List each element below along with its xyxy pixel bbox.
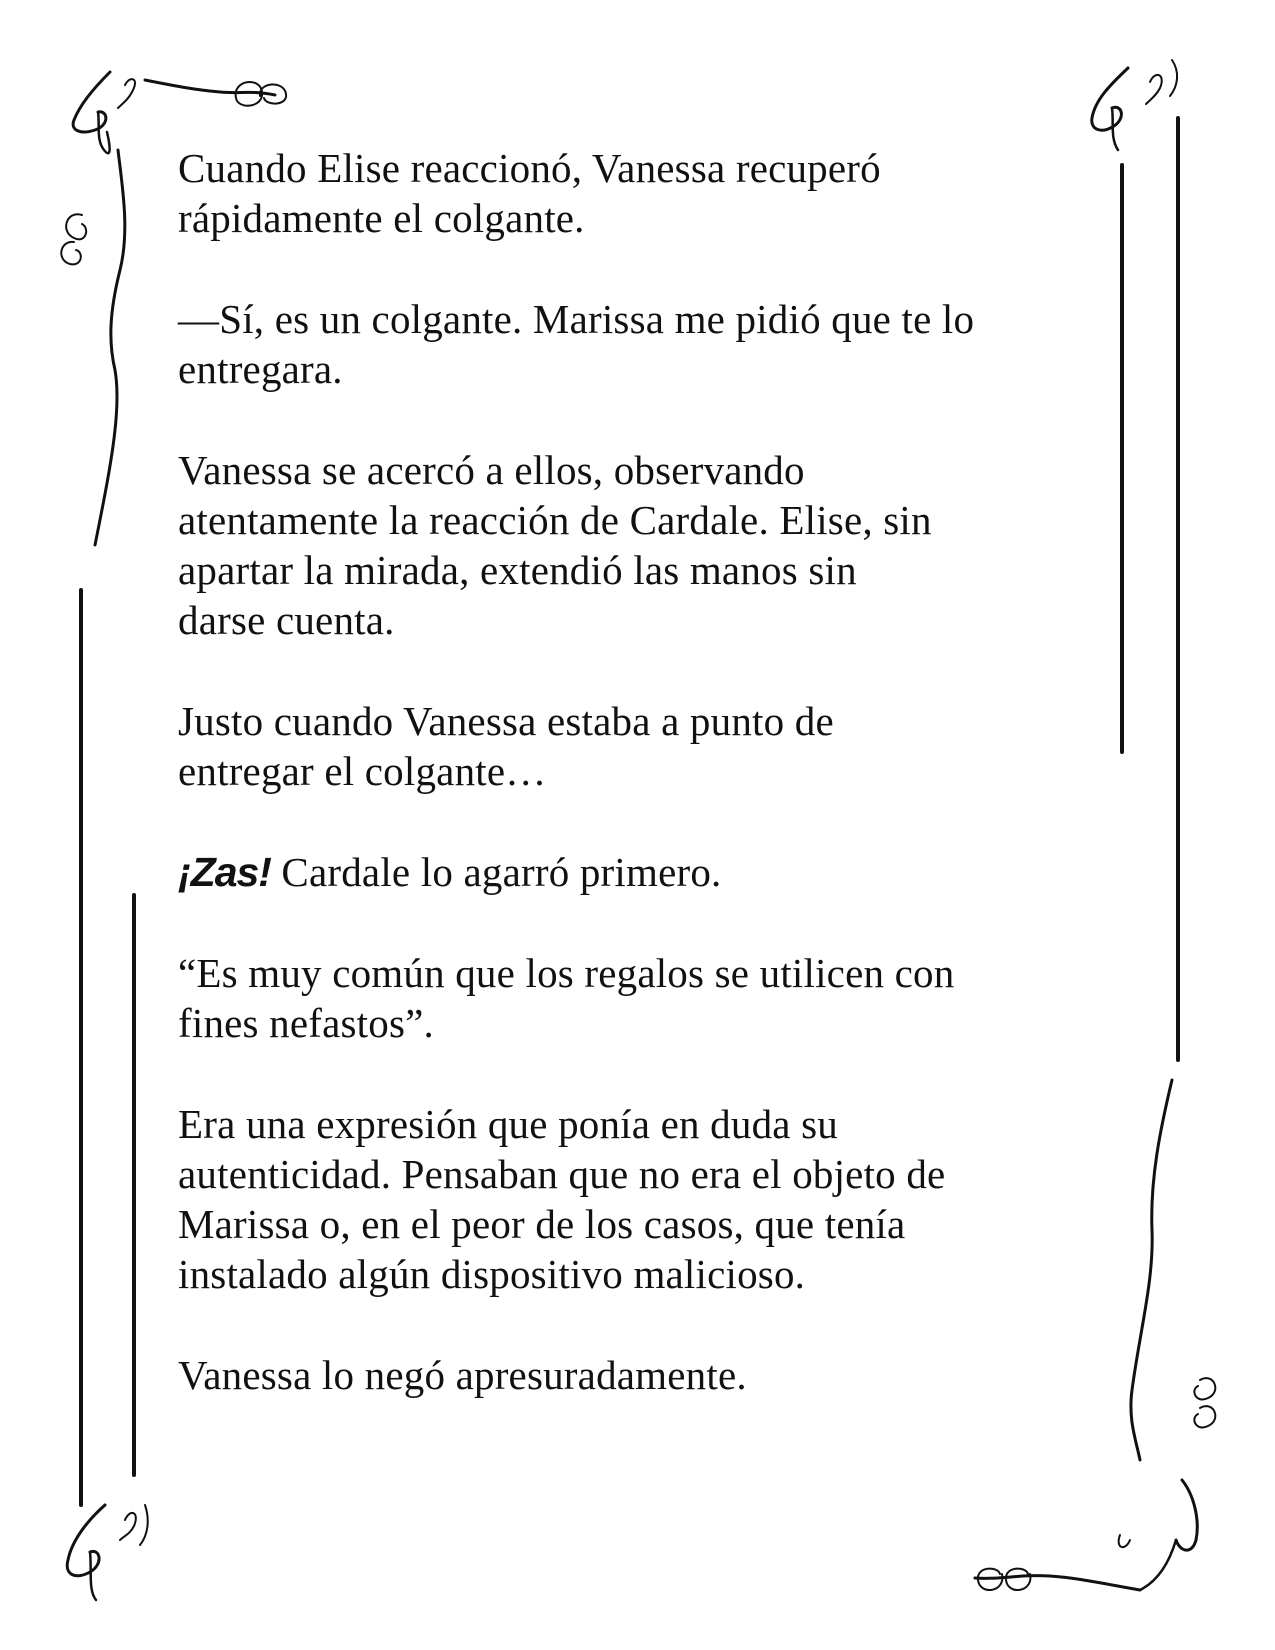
line: entregara. — [178, 346, 343, 392]
line: fines nefastos”. — [178, 1000, 434, 1046]
line: Justo cuando Vanessa estaba a punto de — [178, 698, 834, 744]
line: instalado algún dispositivo malicioso. — [178, 1251, 806, 1297]
top-right-flourish — [1092, 60, 1177, 150]
line: Cuando Elise reaccionó, Vanessa recuperó — [178, 145, 881, 191]
line: Marissa o, en el peor de los casos, que tenía — [178, 1201, 906, 1247]
line: rápidamente el colgante. — [178, 195, 585, 241]
line: atentamente la reacción de Cardale. Elise, sin — [178, 497, 932, 543]
paragraph-4 — [178, 696, 1098, 796]
line: entregar el colgante… — [178, 748, 547, 794]
story-text — [178, 143, 1098, 1451]
line: Vanessa lo negó apresuradamente. — [178, 1352, 747, 1398]
line: “Es muy común que los regalos se utilicen con — [178, 950, 955, 996]
paragraph-3 — [178, 445, 1098, 645]
line: autenticidad. Pensaban que no era el objeto de — [178, 1151, 946, 1197]
line: —Sí, es un colgante. Marissa me pidió que te lo — [178, 296, 975, 342]
line: Era una expresión que ponía en duda su — [178, 1101, 838, 1147]
paragraph-1 — [178, 143, 1098, 243]
paragraph-7 — [178, 1099, 1098, 1299]
line: Vanessa se acercó a ellos, observando — [178, 447, 805, 493]
paragraph-6 — [178, 948, 1098, 1048]
line: Cardale lo agarró primero. — [270, 849, 722, 895]
paragraph-2 — [178, 294, 1098, 394]
bottom-left-flourish — [67, 1505, 148, 1600]
line: darse cuenta. — [178, 597, 395, 643]
paragraph-8 — [178, 1350, 1098, 1400]
sound-effect: ¡Zas! — [178, 849, 271, 895]
line: apartar la mirada, extendió las manos sin — [178, 547, 857, 593]
paragraph-5 — [178, 847, 1098, 897]
